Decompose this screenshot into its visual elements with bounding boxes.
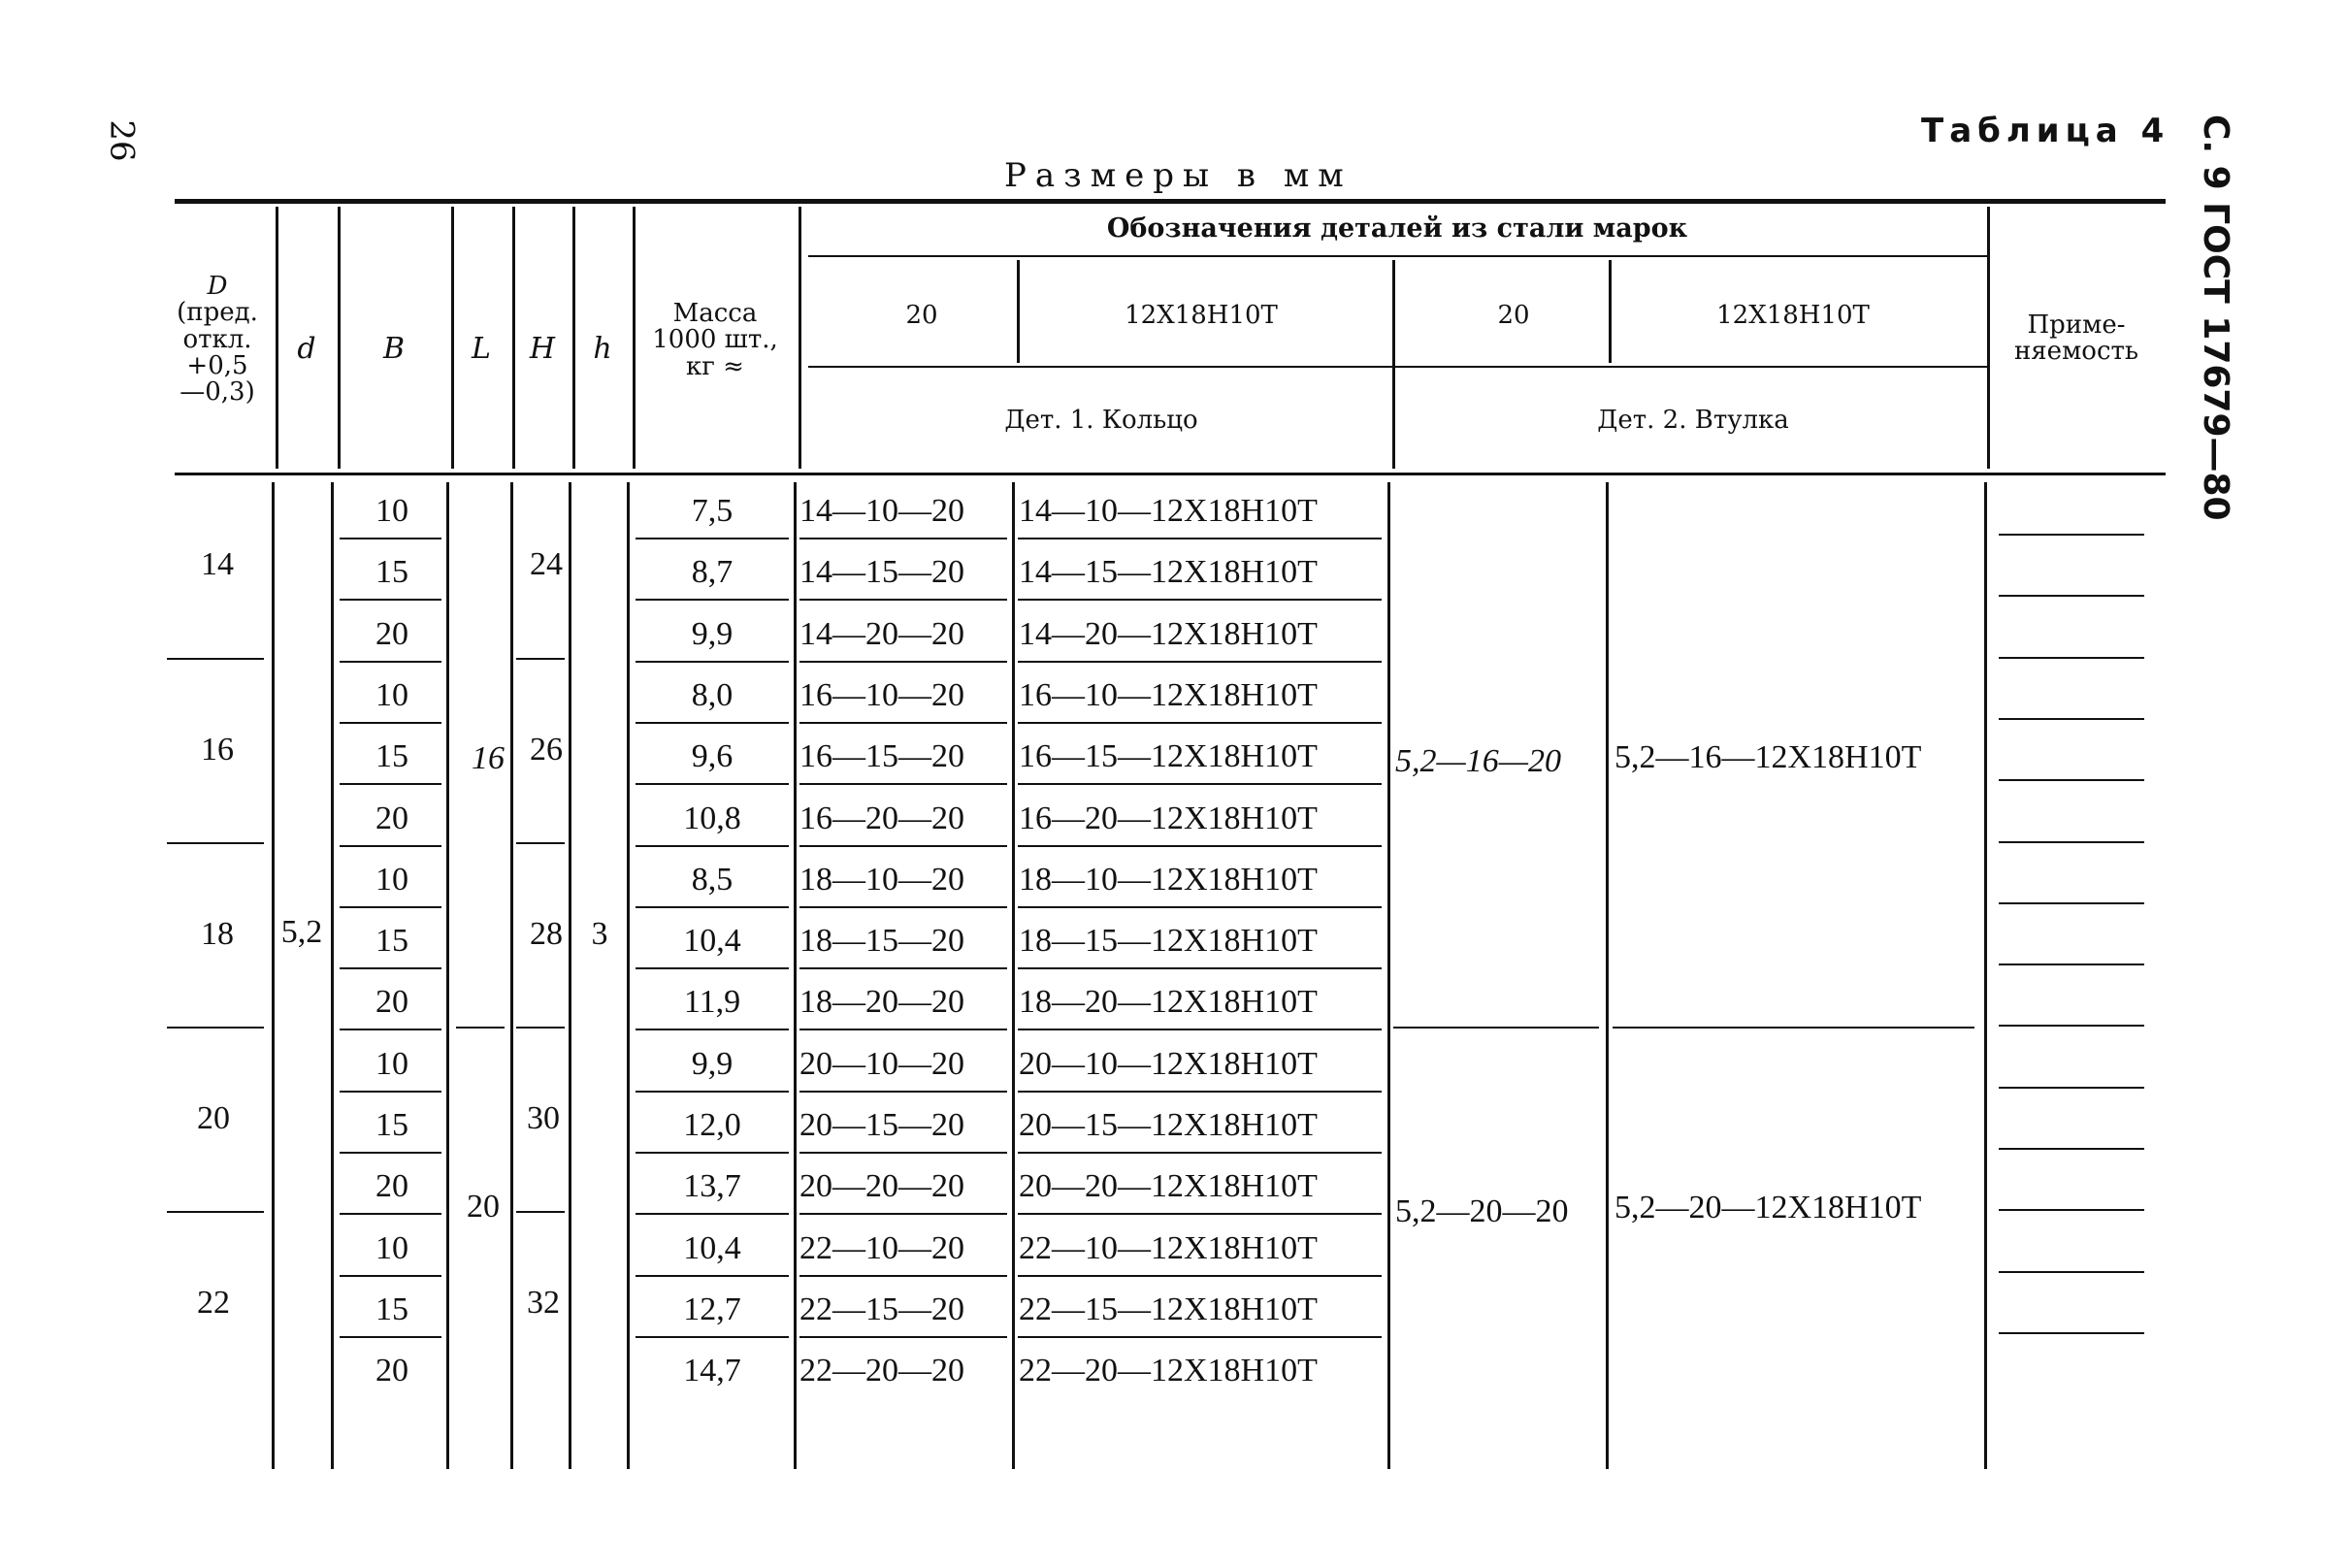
applicability-blank [1999,1332,2144,1334]
mass-value: 9,6 [691,738,734,775]
body-col-sep [446,482,449,1469]
D-value: 20 [197,1100,230,1136]
ring-20-value: 14—15—20 [799,554,964,591]
body-col-sep [331,482,334,1469]
B-value: 15 [375,1107,408,1143]
header-applicability [2014,312,2138,366]
row-rule [1018,967,1382,969]
row-rule [636,1152,789,1154]
ring-20-value: 20—15—20 [799,1107,964,1143]
row-rule [636,538,789,539]
row-rule [340,906,441,908]
sleeve-20-value: 5,2—20—20 [1395,1193,1569,1229]
header-D-line: —0,3) [179,377,255,408]
applicability-blank [1999,779,2144,781]
table-top-rule [175,199,2166,204]
row-rule [1018,906,1382,908]
steel-grade-rule [808,366,1987,368]
applicability-blank [1999,1271,2144,1273]
H-value: 26 [530,732,563,768]
header-bottom-rule [175,473,2166,475]
mass-value: 9,9 [691,1045,734,1082]
col-sep [1609,260,1612,363]
mass-value: 9,9 [691,615,734,652]
row-rule [636,1091,789,1093]
sleeve-12x-value: 5,2—16—12Х18Н10Т [1614,739,1922,775]
group-rule [167,1027,264,1029]
ring-12x-value: 20—10—12Х18Н10Т [1019,1045,1318,1082]
row-rule [636,599,789,601]
table-title: Таблица 4 [1921,112,2170,150]
col-sep [512,207,515,469]
header-H: H [529,332,556,366]
header-D-line: (пред. [177,298,258,328]
D-value: 16 [201,732,234,768]
applicability-blank [1999,1148,2144,1150]
header-B: B [382,332,406,366]
row-rule [636,967,789,969]
col-sep [1987,207,1990,469]
row-rule [1018,1091,1382,1093]
B-value: 15 [375,1290,408,1327]
row-rule [1018,1275,1382,1277]
row-rule [636,1213,789,1215]
row-rule [1018,538,1382,539]
H-value: 24 [530,546,563,582]
B-value: 15 [375,738,408,775]
row-rule [340,599,441,601]
col-sep [1017,260,1020,363]
row-rule [340,1091,441,1093]
row-rule [1018,661,1382,663]
applicability-blank [1999,657,2144,659]
sleeve-group-rule [1613,1027,1974,1029]
gost-label: С. 9 ГОСТ 17679—80 [2196,114,2235,521]
applicability-blank [1999,841,2144,843]
mass-value: 8,5 [691,861,734,898]
ring-20-value: 18—20—20 [799,984,964,1021]
ring-12x-value: 22—10—12Х18Н10Т [1019,1229,1318,1266]
B-value: 20 [375,984,408,1021]
header-part2: Дет. 2. Втулка [1597,406,1789,435]
header-part1: Дет. 1. Кольцо [1004,406,1198,435]
header-mass-line: Масса [672,299,758,328]
row-rule [1018,783,1382,785]
row-rule [636,661,789,663]
ring-12x-value: 18—15—12Х18Н10Т [1019,923,1318,960]
B-value: 10 [375,676,408,713]
mass-value: 12,0 [683,1107,741,1143]
mass-value: 12,7 [683,1290,741,1327]
ring-20-value: 16—15—20 [799,738,964,775]
header-D-line: +0,5 [186,350,248,380]
d-value: 5,2 [280,914,323,950]
body-col-sep [794,482,797,1469]
group-rule [167,658,264,660]
header-designations: Обозначения деталей из стали марок [1106,213,1688,244]
H-value: 28 [530,916,563,952]
row-rule [340,1336,441,1338]
ring-12x-value: 18—10—12Х18Н10Т [1019,861,1318,898]
ring-20-value: 14—20—20 [799,615,964,652]
row-rule [1018,1336,1382,1338]
row-rule [799,845,1007,847]
H-group-rule [516,1027,565,1029]
col-sep [1392,260,1395,469]
body-col-sep [1012,482,1015,1469]
ring-20-value: 22—15—20 [799,1290,964,1327]
row-rule [799,538,1007,539]
designations-rule [808,255,1987,257]
header-applicability-line: няемость [2013,337,2139,367]
col-sep [799,207,801,469]
applicability-blank [1999,1025,2144,1027]
sleeve-20-value: 5,2—16—20 [1395,743,1561,779]
header-D-symbol: D [207,272,228,301]
body-col-sep [569,482,571,1469]
body-col-sep [627,482,630,1469]
B-value: 10 [375,1045,408,1082]
body-col-sep [1387,482,1390,1469]
B-value: 20 [375,615,408,652]
ring-12x-value: 20—20—12Х18Н10Т [1019,1168,1318,1205]
row-rule [636,1029,789,1030]
row-rule [340,722,441,724]
header-applicability-line: Приме- [2027,310,2126,340]
ring-20-value: 16—20—20 [799,800,964,836]
ring-12x-value: 14—15—12Х18Н10Т [1019,554,1318,591]
ring-12x-value: 16—10—12Х18Н10Т [1019,676,1318,713]
D-value: 14 [201,546,234,582]
row-rule [340,538,441,539]
header-steel-ring-12x: 12Х18Н10Т [1125,301,1278,330]
header-mass-line: кг ≈ [686,351,744,381]
L-group-rule [456,1027,505,1029]
row-rule [799,1091,1007,1093]
col-sep [451,207,454,469]
row-rule [799,661,1007,663]
body-col-sep [510,482,513,1469]
col-sep [276,207,278,469]
row-rule [340,661,441,663]
applicability-blank [1999,718,2144,720]
row-rule [340,1213,441,1215]
applicability-blank [1999,595,2144,597]
B-value: 20 [375,1168,408,1205]
row-rule [636,722,789,724]
row-rule [799,1029,1007,1030]
header-steel-ring-20: 20 [905,301,938,330]
mass-value: 13,7 [683,1168,741,1205]
mass-value: 8,7 [691,554,734,591]
ring-20-value: 16—10—20 [799,676,964,713]
header-mass [652,301,778,380]
row-rule [1018,722,1382,724]
row-rule [340,1152,441,1154]
row-rule [799,967,1007,969]
col-sep [572,207,575,469]
ring-20-value: 22—20—20 [799,1353,964,1389]
ring-20-value: 18—10—20 [799,861,964,898]
mass-value: 11,9 [683,984,741,1021]
row-rule [799,783,1007,785]
mass-value: 14,7 [683,1353,741,1389]
D-value: 22 [197,1285,230,1321]
header-D-line: откл. [182,324,252,354]
B-value: 20 [375,1353,408,1389]
mass-value: 7,5 [691,493,734,529]
page-number: 26 [102,119,142,162]
row-rule [340,783,441,785]
units-caption: Размеры в мм [1004,156,1353,195]
row-rule [799,1213,1007,1215]
row-rule [799,906,1007,908]
row-rule [636,1275,789,1277]
sleeve-12x-value: 5,2—20—12Х18Н10Т [1614,1190,1922,1225]
B-value: 10 [375,861,408,898]
ring-20-value: 22—10—20 [799,1229,964,1266]
sleeve-group-rule [1393,1027,1599,1029]
row-rule [799,1336,1007,1338]
ring-20-value: 14—10—20 [799,493,964,529]
header-mass-line: 1000 шт., [652,325,778,355]
H-group-rule [516,842,565,844]
row-rule [340,1275,441,1277]
row-rule [636,906,789,908]
header-D [177,274,258,406]
L-value: 16 [472,740,505,776]
col-sep [338,207,341,469]
header-h: h [593,332,612,366]
D-value: 18 [201,916,234,952]
B-value: 15 [375,554,408,591]
B-value: 10 [375,493,408,529]
H-value: 30 [527,1100,560,1136]
row-rule [636,1336,789,1338]
header-steel-sleeve-12x: 12Х18Н10Т [1716,301,1870,330]
B-value: 10 [375,1229,408,1266]
group-rule [167,1211,264,1213]
row-rule [1018,599,1382,601]
applicability-blank [1999,1209,2144,1211]
row-rule [340,967,441,969]
ring-12x-value: 20—15—12Х18Н10Т [1019,1107,1318,1143]
mass-value: 10,4 [683,923,741,960]
row-rule [799,1152,1007,1154]
header-steel-sleeve-20: 20 [1497,301,1530,330]
ring-12x-value: 22—15—12Х18Н10Т [1019,1290,1318,1327]
ring-20-value: 18—15—20 [799,923,964,960]
mass-value: 10,8 [683,800,741,836]
ring-20-value: 20—20—20 [799,1168,964,1205]
mass-value: 8,0 [691,676,734,713]
row-rule [1018,1152,1382,1154]
row-rule [799,722,1007,724]
row-rule [340,1029,441,1030]
ring-20-value: 20—10—20 [799,1045,964,1082]
applicability-blank [1999,534,2144,536]
ring-12x-value: 14—20—12Х18Н10Т [1019,615,1318,652]
L-value: 20 [467,1189,500,1225]
ring-12x-value: 14—10—12Х18Н10Т [1019,493,1318,529]
B-value: 20 [375,800,408,836]
h-value: 3 [591,916,608,952]
ring-12x-value: 22—20—12Х18Н10Т [1019,1353,1318,1389]
row-rule [799,1275,1007,1277]
ring-12x-value: 16—15—12Х18Н10Т [1019,738,1318,775]
H-group-rule [516,1211,565,1213]
ring-12x-value: 16—20—12Х18Н10Т [1019,800,1318,836]
applicability-blank [1999,964,2144,965]
row-rule [340,845,441,847]
applicability-blank [1999,902,2144,904]
row-rule [1018,1213,1382,1215]
col-sep [633,207,636,469]
B-value: 15 [375,923,408,960]
row-rule [636,845,789,847]
ring-12x-value: 18—20—12Х18Н10Т [1019,984,1318,1021]
mass-value: 10,4 [683,1229,741,1266]
row-rule [636,783,789,785]
row-rule [799,599,1007,601]
body-col-sep [1606,482,1609,1469]
body-col-sep [1984,482,1987,1469]
header-d: d [297,332,316,366]
row-rule [1018,1029,1382,1030]
group-rule [167,842,264,844]
H-group-rule [516,658,565,660]
body-col-sep [272,482,275,1469]
applicability-blank [1999,1087,2144,1089]
header-L: L [472,332,491,366]
row-rule [1018,845,1382,847]
H-value: 32 [527,1285,560,1321]
